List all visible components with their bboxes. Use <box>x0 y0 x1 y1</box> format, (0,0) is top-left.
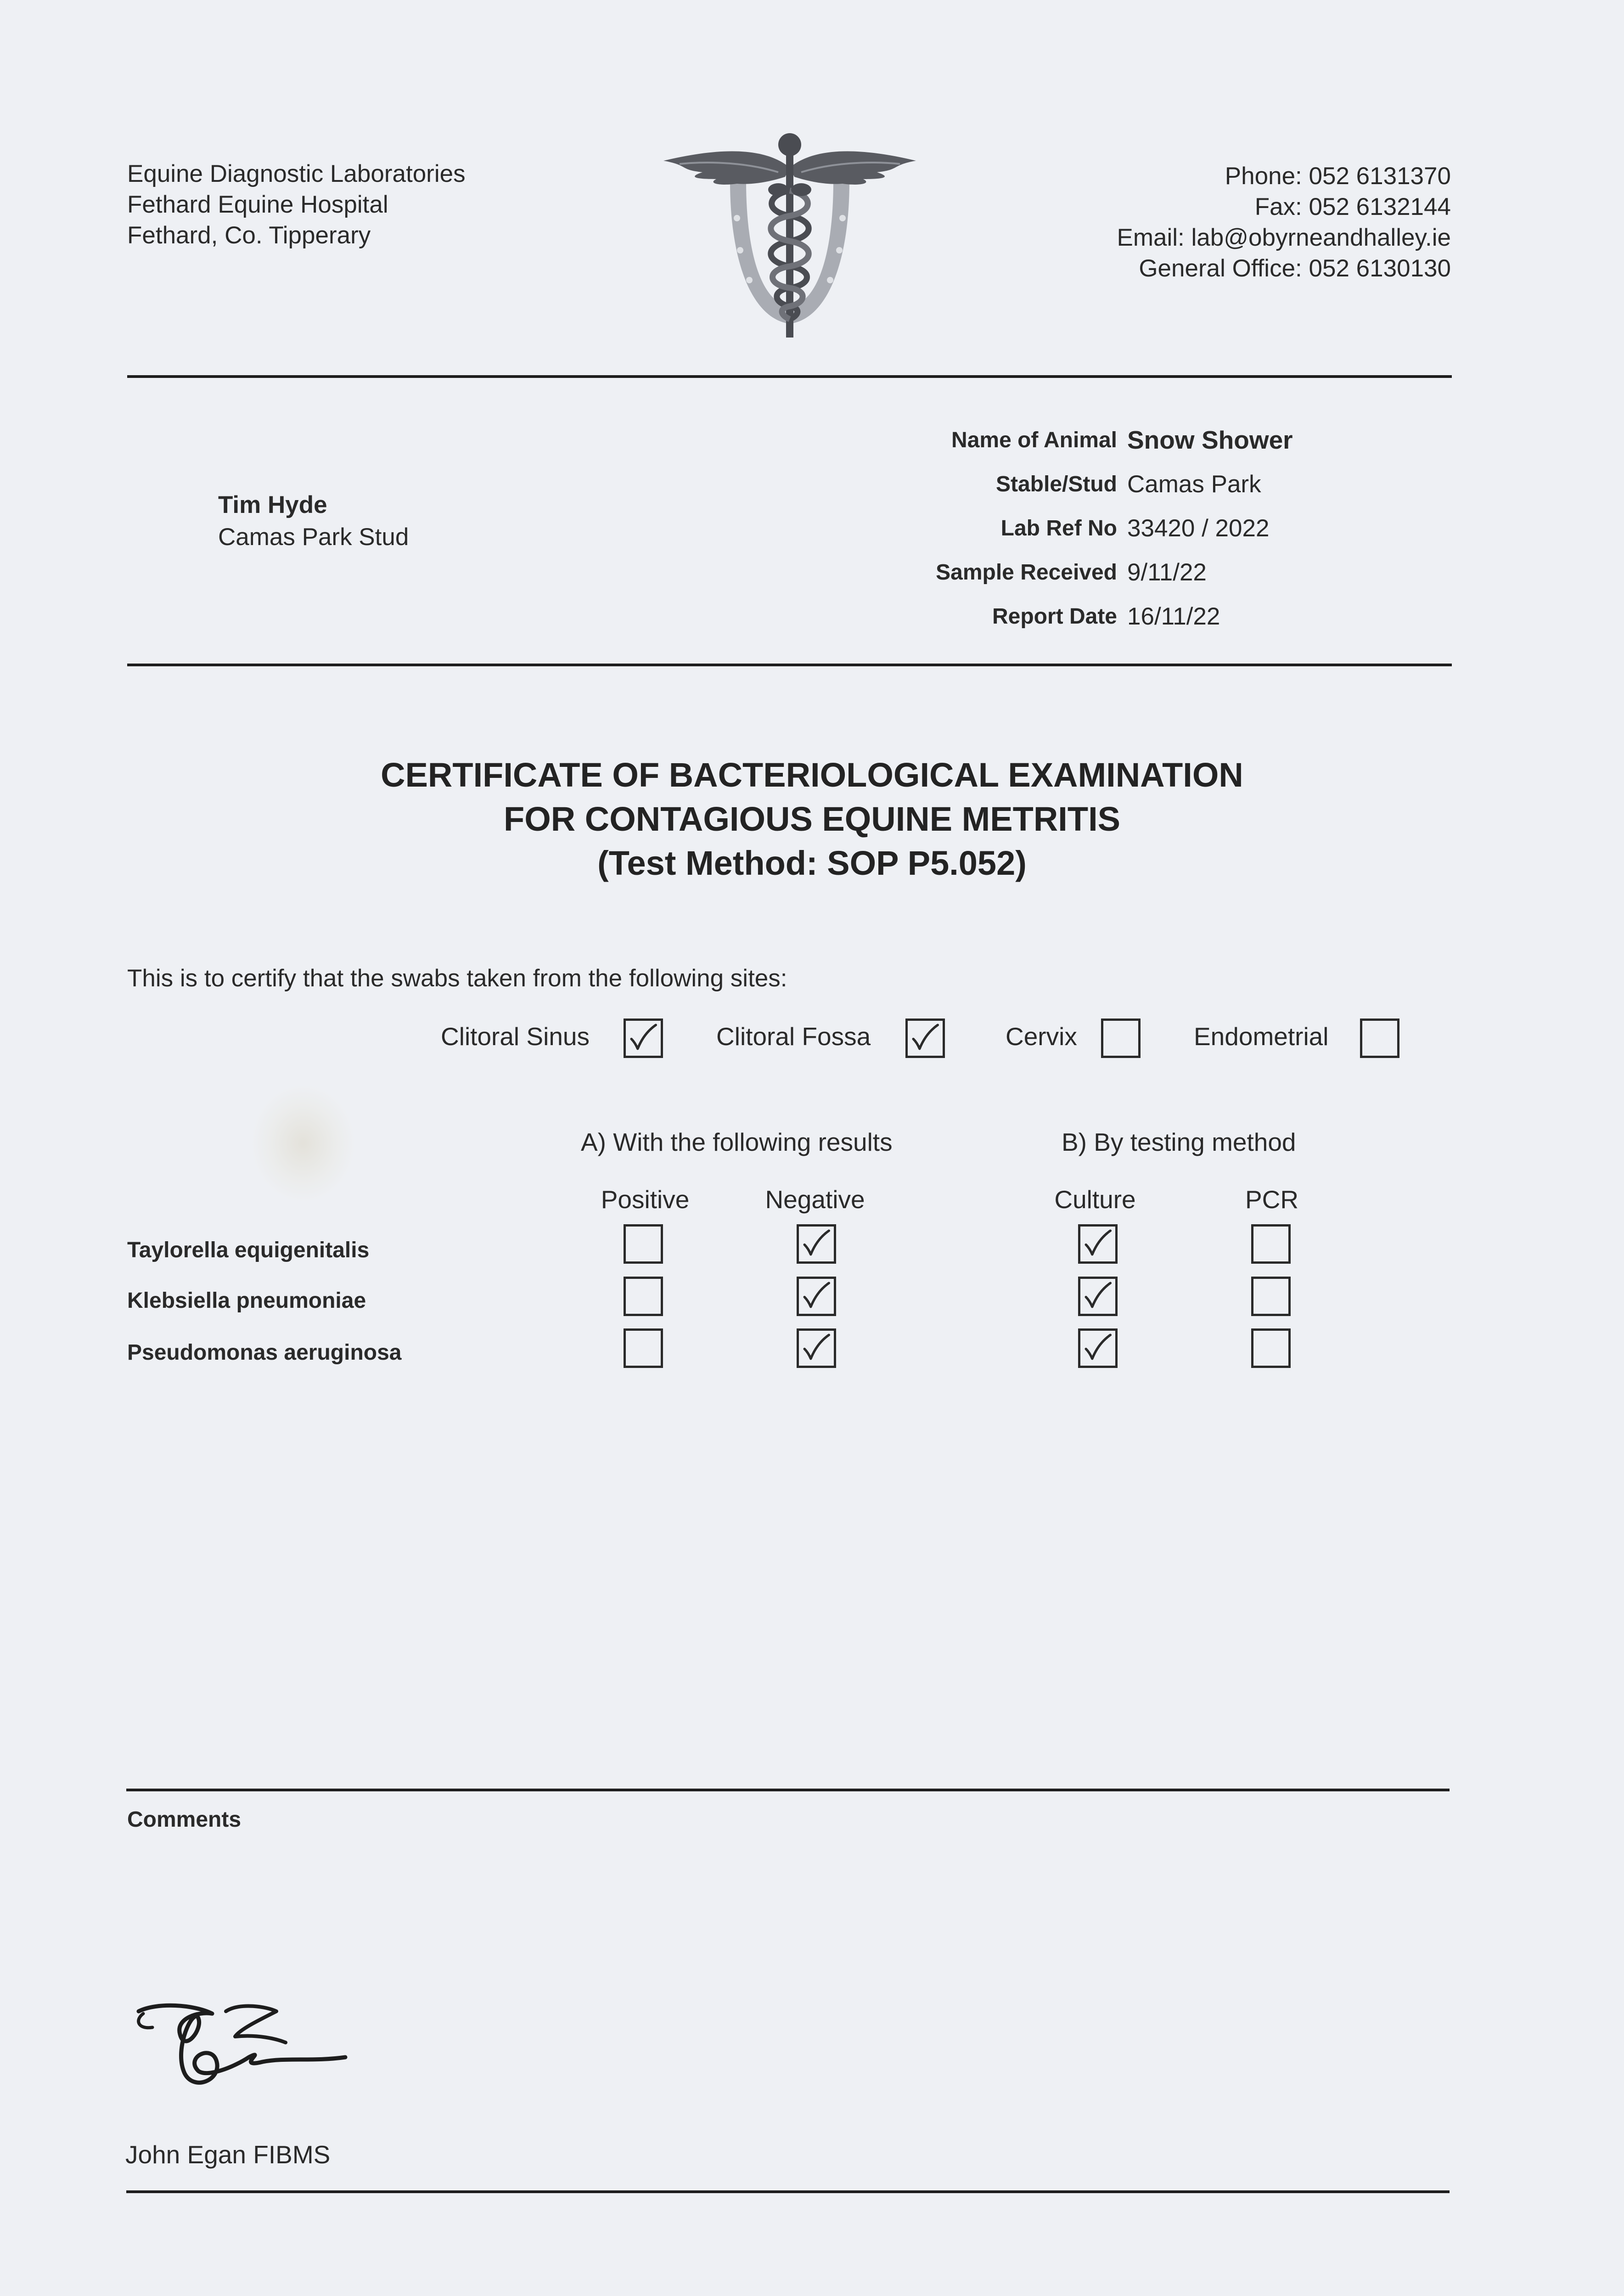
detail-label: Sample Received <box>936 560 1117 585</box>
checkbox-clitoral-sinus[interactable] <box>624 1019 663 1058</box>
checkbox-pcr[interactable] <box>1251 1277 1291 1316</box>
caduceus-horseshoe-icon <box>661 126 918 342</box>
check-mark-icon <box>799 1331 834 1366</box>
detail-value: Camas Park <box>1127 470 1261 498</box>
signature <box>129 1993 350 2108</box>
detail-value: 9/11/22 <box>1127 558 1207 586</box>
check-mark-icon <box>799 1227 834 1261</box>
title-line: FOR CONTAGIOUS EQUINE METRITIS <box>504 800 1120 838</box>
checkbox-negative[interactable] <box>797 1328 836 1368</box>
certificate-title <box>0 753 1624 885</box>
comments-label: Comments <box>127 1807 242 1832</box>
checkbox-negative[interactable] <box>797 1224 836 1264</box>
results-group-header: A) With the following results <box>581 1128 893 1156</box>
checkbox-clitoral-fossa[interactable] <box>905 1019 945 1058</box>
lab-address <box>127 158 466 251</box>
detail-row-animal-name <box>781 418 1293 462</box>
check-mark-icon <box>908 1021 943 1056</box>
detail-row-lab-ref <box>781 506 1293 550</box>
footer-divider <box>126 2190 1450 2193</box>
column-header-pcr: PCR <box>1245 1185 1299 1214</box>
fax-number: Fax: 052 6132144 <box>1254 193 1451 220</box>
checkbox-positive[interactable] <box>624 1277 663 1316</box>
lab-location: Fethard, Co. Tipperary <box>127 222 371 249</box>
site-label-endometrial: Endometrial <box>1194 1022 1329 1051</box>
detail-row-stable <box>781 462 1293 506</box>
detail-label: Report Date <box>992 604 1117 629</box>
checkbox-endometrial[interactable] <box>1360 1019 1399 1058</box>
site-label-cervix: Cervix <box>1006 1022 1077 1051</box>
detail-label: Stable/Stud <box>995 472 1117 496</box>
general-office-number: General Office: 052 6130130 <box>1139 255 1451 282</box>
lab-name: Equine Diagnostic Laboratories <box>127 160 466 187</box>
check-mark-icon <box>626 1021 661 1056</box>
lab-hospital: Fethard Equine Hospital <box>127 191 388 218</box>
checkbox-culture[interactable] <box>1078 1328 1118 1368</box>
detail-value: 16/11/22 <box>1127 602 1220 630</box>
title-line: CERTIFICATE OF BACTERIOLOGICAL EXAMINATION <box>381 756 1243 794</box>
paper-stain <box>250 1084 356 1203</box>
column-header-negative: Negative <box>765 1185 865 1214</box>
organism-klebsiella: Klebsiella pneumoniae <box>127 1289 366 1313</box>
method-group-header: B) By testing method <box>1062 1128 1296 1156</box>
email-address: Email: lab@obyrneandhalley.ie <box>1117 224 1451 251</box>
test-method: (Test Method: SOP P5.052) <box>597 844 1027 882</box>
lab-contact <box>1117 161 1451 284</box>
site-label-clitoral-fossa: Clitoral Fossa <box>716 1022 871 1051</box>
checkbox-pcr[interactable] <box>1251 1224 1291 1264</box>
recipient-name: Tim Hyde <box>218 491 327 518</box>
checkbox-culture[interactable] <box>1078 1224 1118 1264</box>
check-mark-icon <box>1080 1331 1115 1366</box>
phone-number: Phone: 052 6131370 <box>1225 163 1451 190</box>
checkbox-negative[interactable] <box>797 1277 836 1316</box>
header-divider <box>127 375 1452 378</box>
checkbox-positive[interactable] <box>624 1328 663 1368</box>
signer-name: John Egan FIBMS <box>125 2140 331 2169</box>
column-header-positive: Positive <box>601 1185 690 1214</box>
checkbox-positive[interactable] <box>624 1224 663 1264</box>
site-label-clitoral-sinus: Clitoral Sinus <box>441 1022 590 1051</box>
check-mark-icon <box>1080 1227 1115 1261</box>
check-mark-icon <box>1080 1279 1115 1314</box>
detail-value: 33420 / 2022 <box>1127 514 1270 542</box>
detail-label: Name of Animal <box>951 428 1117 452</box>
organism-taylorella: Taylorella equigenitalis <box>127 1238 370 1262</box>
details-divider <box>127 664 1452 666</box>
comments-divider <box>126 1789 1450 1791</box>
detail-label: Lab Ref No <box>1000 516 1117 540</box>
check-mark-icon <box>799 1279 834 1314</box>
checkbox-culture[interactable] <box>1078 1277 1118 1316</box>
certification-statement: This is to certify that the swabs taken from the following sites: <box>127 965 787 992</box>
detail-value: Snow Shower <box>1127 426 1293 454</box>
column-header-culture: Culture <box>1054 1185 1136 1214</box>
organism-pseudomonas: Pseudomonas aeruginosa <box>127 1340 402 1365</box>
detail-row-sample-received <box>781 550 1293 594</box>
recipient-org: Camas Park Stud <box>218 523 409 551</box>
animal-details <box>781 418 1293 638</box>
detail-row-report-date <box>781 594 1293 638</box>
checkbox-pcr[interactable] <box>1251 1328 1291 1368</box>
checkbox-cervix[interactable] <box>1101 1019 1141 1058</box>
recipient-block <box>218 489 409 553</box>
